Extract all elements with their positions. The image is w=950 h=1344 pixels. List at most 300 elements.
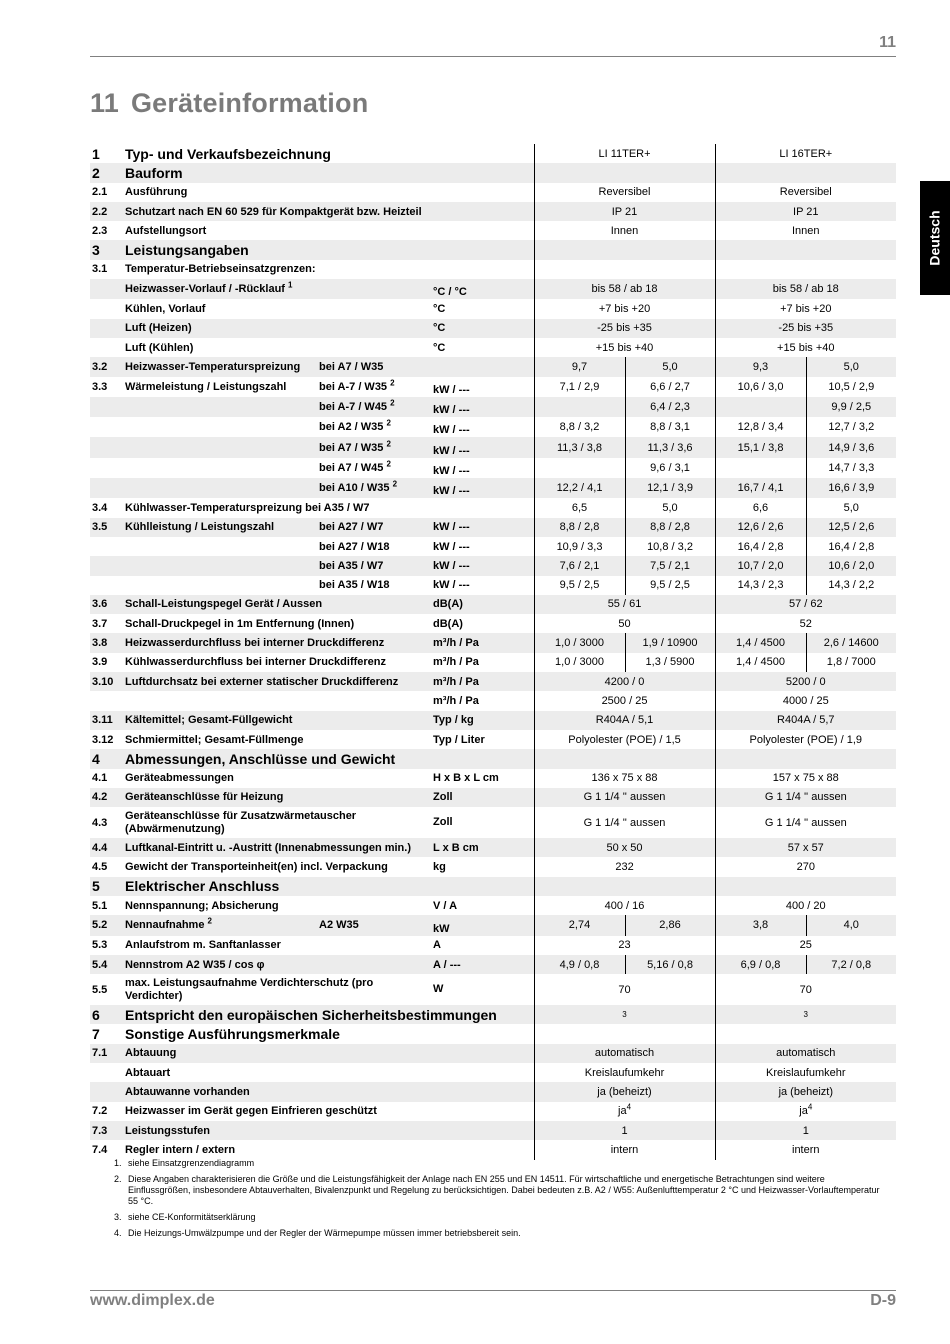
row-unit: kW / --- [430,478,534,498]
value-cell: 7,6 / 2,1 [534,556,625,575]
footnote-text: Diese Angaben charakterisieren die Größe und die Leistungsfähigkeit der Anlage nach EN 255 und EN 14511. Für wirtschaftliche und energetische Betrachtungen sind weitere Einflussgrößen, insbesondere Abtauverhalten, Bivalenzpunkt und Regelung zu berücksichtigen. Dabei bedeuten z.B. A2 / W55: Außenlufttemperatur 2 °C und Heizwasser-Vorlauftemperatur 55 °C. [128,1174,880,1206]
value-text: +15 bis +40 [595,341,654,354]
value-text: intern [610,1143,639,1156]
row-label-text: Heizwasserdurchfluss bei interner Druckdifferenz [125,637,385,650]
row-label [122,857,430,876]
section-heading: Abmessungen, Anschlüsse und Gewicht [122,749,534,768]
row-number [90,556,122,575]
row-condition [316,556,430,575]
spec-row [90,653,896,672]
row-number: 3.4 [92,501,108,514]
row-condition-text: bei A10 / W35 [319,482,390,495]
value-cell [534,279,715,299]
value-cell: 14,3 / 2,3 [715,576,806,595]
row-unit: kW / --- [430,518,534,537]
value-cell [715,711,896,730]
spec-row [90,537,896,556]
value-cell [715,749,896,768]
value-cell: 1,4 / 4500 [715,653,806,672]
row-label-text: Schall-Druckpegel in 1m Entfernung (Innen) [125,617,355,630]
value-text: LI 16TER+ [779,147,833,160]
row-label-text: Luft (Heizen) [125,322,192,335]
value-cell [534,202,715,221]
spec-row [90,163,896,182]
value-text: 136 x 75 x 88 [591,772,658,785]
value-cell: 1,0 / 3000 [534,633,625,652]
chapter-title-text: Geräteinformation [130,88,369,118]
value-cell: 10,5 / 2,9 [828,380,875,393]
value-cell: 5,0 [806,357,896,376]
spec-row [90,478,896,498]
row-label [122,788,430,807]
footer-page-number: D-9 [870,1292,896,1309]
row-label-text: Kühlleistung / Leistungszahl [125,521,275,534]
row-label [122,537,316,556]
chapter-title [90,88,368,119]
value-cell [715,1063,896,1082]
spec-row [90,1121,896,1140]
row-number: 3.1 [92,263,108,276]
footer-url[interactable]: www.dimplex.de [90,1292,215,1309]
row-number: 2 [90,163,122,182]
value-cell [715,144,896,163]
section-heading: Leistungsangaben [122,240,534,259]
footnote-ref: 2 [390,378,395,388]
language-tab[interactable] [920,181,950,295]
footnote-ref: 2 [392,479,398,489]
value-text: 232 [615,861,634,874]
value-cell: 16,6 / 3,9 [806,478,896,498]
value-cell [534,1063,715,1082]
row-unit: °C / °C [430,279,534,299]
spec-row [90,240,896,259]
row-condition [316,537,430,556]
value-cell: 10,6 / 2,0 [806,556,896,575]
row-label [122,260,534,279]
value-text: 23 [618,939,631,952]
row-number: 3.3 [92,380,108,393]
value-cell [715,672,896,691]
row-label [122,1063,534,1082]
row-label [122,915,316,935]
row-number [90,319,122,338]
row-label-text: Geräteabmessungen [125,772,234,785]
row-condition [316,417,430,437]
row-label-text: Schmiermittel; Gesamt-Füllmenge [125,733,304,746]
row-number: 2.1 [92,186,108,199]
value-cell: 16,7 / 4,1 [715,478,806,498]
row-number: 7.1 [90,1044,122,1063]
value-cell [534,240,715,259]
row-condition-text: bei A7 / W45 [319,461,384,474]
spec-row [90,711,896,730]
value-cell [534,458,625,478]
value-cell [715,936,896,955]
value-text: +7 bis +20 [598,303,651,316]
value-cell [715,1102,896,1121]
row-label [122,478,316,498]
row-label-text: Gewicht der Transporteinheit(en) incl. Verpackung [125,861,388,874]
value-cell: 6,9 / 0,8 [715,955,806,974]
row-label [122,955,430,974]
spec-row [90,633,896,652]
row-label-text: Kühlwasser-Temperaturspreizung bei A35 / W7 [125,501,370,514]
value-cell [715,299,896,318]
spec-row [90,788,896,807]
row-number: 7 [92,1026,100,1043]
value-cell [715,838,896,857]
row-unit: Zoll [433,816,453,829]
value-text: +7 bis +20 [780,303,832,316]
row-unit: kW / --- [433,383,470,396]
value-cell [534,896,715,915]
value-cell: 7,1 / 2,9 [534,377,625,397]
row-condition [316,478,430,498]
value-cell [534,1121,715,1140]
value-text: 50 [618,617,631,630]
value-cell: 3,8 [715,915,806,935]
value-text: +15 bis +40 [777,341,835,354]
row-label [122,838,430,857]
row-number: 4.5 [92,861,108,874]
spec-row [90,144,896,163]
value-cell: 7,2 / 0,8 [806,955,896,974]
spec-row [90,221,896,240]
value-cell [715,1024,896,1043]
value-cell: 8,8 / 3,2 [534,417,625,437]
value-text: Kreislaufumkehr [584,1066,665,1079]
value-cell [534,838,715,857]
row-number: 5 [90,877,122,896]
row-label-text: Kühlwasserdurchfluss bei interner Druckdifferenz [125,656,387,669]
spec-row [90,518,896,537]
row-label-text: Kältemittel; Gesamt-Füllgewicht [125,714,293,727]
value-cell: 9,6 / 3,1 [650,461,690,474]
value-text: ja [799,1105,808,1118]
row-number: 3.5 [90,518,122,537]
row-label [122,896,430,915]
value-cell: 14,3 / 2,2 [828,579,875,592]
value-cell [534,299,715,318]
footnote [114,1174,884,1207]
value-cell: 16,4 / 2,8 [828,540,875,553]
footnote-ref: 4 [626,1102,632,1112]
row-label [122,518,316,537]
row-unit: °C [430,319,534,338]
spec-row [90,769,896,788]
row-unit: kW / --- [430,556,534,575]
value-cell [534,691,715,710]
spec-row [90,377,896,397]
row-unit: Typ / kg [430,711,534,730]
footnote-number: 1. [114,1158,122,1168]
value-cell [534,1140,715,1159]
value-cell [534,730,715,749]
row-number: 7.4 [92,1143,108,1156]
top-rule [90,56,896,57]
row-number: 4.1 [92,772,108,785]
row-label [122,377,316,397]
row-condition [316,437,430,457]
spec-row [90,691,896,710]
value-cell [715,857,896,876]
row-number: 3.12 [92,733,114,746]
value-cell [715,221,896,240]
value-text: automatisch [776,1047,836,1060]
value-text: bis 58 / ab 18 [772,283,839,296]
row-unit: m³/h / Pa [430,633,534,652]
value-text: 1 [802,1124,809,1137]
spec-row [90,896,896,915]
row-unit: m³/h / Pa [433,656,479,669]
value-cell [534,769,715,788]
value-cell [534,936,715,955]
footnote-ref: 2 [386,438,391,448]
row-label [122,711,430,730]
spec-row [90,417,896,437]
value-cell: 9,9 / 2,5 [806,397,896,417]
spec-row [90,1102,896,1121]
row-number: 5.2 [90,915,122,935]
row-number: 3.11 [90,711,122,730]
section-heading: Typ- und Verkaufsbezeichnung [125,145,331,162]
spec-row [90,1044,896,1063]
spec-row [90,955,896,974]
row-unit: °C [433,341,446,354]
row-number: 5.3 [92,939,108,952]
value-text: 55 / 61 [607,598,642,611]
row-label [122,672,430,691]
chapter-number: 11 [90,88,119,118]
row-unit: dB(A) [433,617,463,630]
spec-row [90,319,896,338]
value-cell [715,260,896,279]
row-label-text: Luftkanal-Eintritt u. -Austritt (Innenabmessungen min.) [125,841,411,854]
row-number [90,691,122,710]
bottom-rule [90,1290,896,1291]
spec-row [90,672,896,691]
row-label [122,730,430,749]
value-cell: 6,5 [534,498,625,517]
row-label-text: Schutzart nach EN 60 529 für Kompaktgerät bzw. Heizteil [125,205,422,218]
value-cell: 2,74 [534,915,625,935]
row-number: 7.3 [90,1121,122,1140]
row-label-text: Luft (Kühlen) [125,341,194,354]
spec-row [90,260,896,279]
row-unit: m³/h / Pa [433,694,479,707]
language-tab-label: Deutsch [927,210,944,266]
value-cell: 15,1 / 3,8 [715,437,806,457]
value-cell: 12,6 / 2,6 [715,518,806,537]
section-heading: Bauform [122,163,534,182]
value-cell [534,788,715,807]
row-number: 6 [90,1005,122,1024]
footnote-text: siehe Einsatzgrenzendiagramm [128,1158,255,1168]
value-cell [534,974,715,1005]
spec-row [90,576,896,595]
row-condition-text: bei A-7 / W45 [319,401,388,413]
row-label [122,556,316,575]
value-text: 157 x 75 x 88 [772,772,839,785]
value-text: G 1 1/4 '' aussen [583,791,666,804]
row-unit: Zoll [430,788,534,807]
value-cell [715,319,896,338]
section-heading: Elektrischer Anschluss [122,877,534,896]
row-number [90,458,122,478]
section-heading: Sonstige Ausführungsmerkmale [125,1026,340,1043]
row-label-text: Nennaufnahme [125,919,205,932]
row-number: 3.2 [90,357,122,376]
value-cell [715,458,806,478]
value-cell [715,163,896,182]
value-cell [715,691,896,710]
value-cell [534,1082,715,1101]
row-label-text: Geräteanschlüsse für Heizung [125,791,284,804]
value-cell [534,183,715,202]
value-cell [534,319,715,338]
value-text: ja (beheizt) [778,1086,833,1098]
row-label [122,338,430,357]
value-text: 3 [803,1010,808,1020]
spec-row [90,458,896,478]
row-label-text: max. Leistungsaufnahme Verdichterschutz (pro Verdichter) [125,976,374,1002]
footnote-text: siehe CE-Konformitätserklärung [128,1212,256,1222]
value-text: Polyolester (POE) / 1,9 [749,733,863,746]
row-label-text: Aufstellungsort [125,224,207,237]
value-text: 25 [799,939,812,952]
value-cell [715,788,896,807]
spec-row [90,936,896,955]
value-text: ja (beheizt) [597,1086,652,1098]
value-cell: 6,6 [715,498,806,517]
row-unit: m³/h / Pa [430,672,534,691]
row-number: 4.2 [90,788,122,807]
row-number: 4.4 [90,838,122,857]
spec-row [90,556,896,575]
spec-row [90,614,896,633]
row-unit: dB(A) [430,595,534,614]
value-cell [715,397,806,417]
row-unit: kW / --- [433,540,470,553]
value-cell [715,877,896,896]
row-unit: A / --- [430,955,534,974]
spec-row [90,915,896,935]
value-text: LI 11TER+ [598,147,651,160]
spec-row [90,838,896,857]
value-cell [715,974,896,1005]
row-number: 3.8 [90,633,122,652]
value-cell [534,672,715,691]
page-number-top: 11 [879,34,896,51]
value-cell: 12,1 / 3,9 [625,478,715,498]
spec-row [90,749,896,768]
value-cell: 9,3 [715,357,806,376]
row-unit: H x B x L cm [433,772,499,785]
row-number [90,397,122,417]
value-text: 1 [621,1124,628,1137]
spec-row [90,877,896,896]
value-cell [534,614,715,633]
value-cell: 5,0 [625,357,715,376]
row-label [122,458,316,478]
value-cell [534,144,715,163]
row-unit: kW / --- [433,424,470,437]
row-condition-text: bei A7 / W35 [319,441,384,454]
value-text: bis 58 / ab 18 [591,283,658,296]
value-text: 2500 / 25 [601,694,648,707]
row-label-text: Heizwasser-Temperaturspreizung [125,360,301,373]
row-number: 5.1 [92,899,108,912]
value-cell [715,1140,896,1159]
value-cell: 8,8 / 2,8 [625,518,715,537]
row-label [122,183,534,202]
value-cell [534,711,715,730]
value-text: R404A / 5,7 [777,714,835,727]
value-text: G 1 1/4 '' aussen [764,816,847,829]
value-cell: 10,9 / 3,3 [534,537,625,556]
value-cell: 1,9 / 10900 [625,633,715,652]
row-label [122,936,430,955]
row-condition [316,397,430,417]
row-number [90,537,122,556]
value-cell: 8,8 / 3,1 [650,421,690,434]
value-cell: 6,4 / 2,3 [625,397,715,417]
value-cell: 10,7 / 2,0 [715,556,806,575]
footnote-ref: 2 [390,398,395,408]
spec-row [90,357,896,376]
value-text: 270 [796,861,815,874]
row-condition-text: bei A35 / W18 [319,579,390,592]
row-condition [316,518,430,537]
row-number [90,417,122,437]
value-text: R404A / 5,1 [595,714,654,727]
row-label [122,1044,534,1063]
row-unit: W [433,983,444,996]
value-cell [534,338,715,357]
row-label [122,807,430,838]
footnote-ref: 1 [288,280,293,290]
value-cell [534,163,715,182]
value-cell: 1,0 / 3000 [534,653,625,672]
row-label-text: Anlaufstrom m. Sanftanlasser [125,939,281,952]
value-text: intern [792,1143,820,1156]
value-text: -25 bis +35 [778,322,834,335]
spec-row [90,974,896,1005]
row-unit: V / A [433,899,458,912]
value-text: 57 x 57 [787,841,824,854]
row-number [90,478,122,498]
footnote-number: 2. [114,1174,122,1184]
value-text: 4000 / 25 [782,694,829,707]
row-label [122,202,534,221]
row-label [122,221,534,240]
value-cell [534,877,715,896]
value-text: 57 / 62 [788,598,823,611]
footnote-ref: 2 [207,916,212,926]
value-cell [534,1044,715,1063]
row-label [122,1082,534,1101]
spec-row [90,730,896,749]
row-label-text: Temperatur-Betriebseinsatzgrenzen: [125,263,316,276]
value-cell: 12,8 / 3,4 [715,417,806,437]
row-label [122,498,534,517]
row-label-text: Kühlen, Vorlauf [125,303,206,316]
value-cell [715,1044,896,1063]
footnote [114,1228,884,1239]
value-text: IP 21 [793,205,819,218]
row-label-text: Luftdurchsatz bei externer statischer Druckdifferenz [125,675,399,688]
value-text: Reversibel [598,186,651,199]
